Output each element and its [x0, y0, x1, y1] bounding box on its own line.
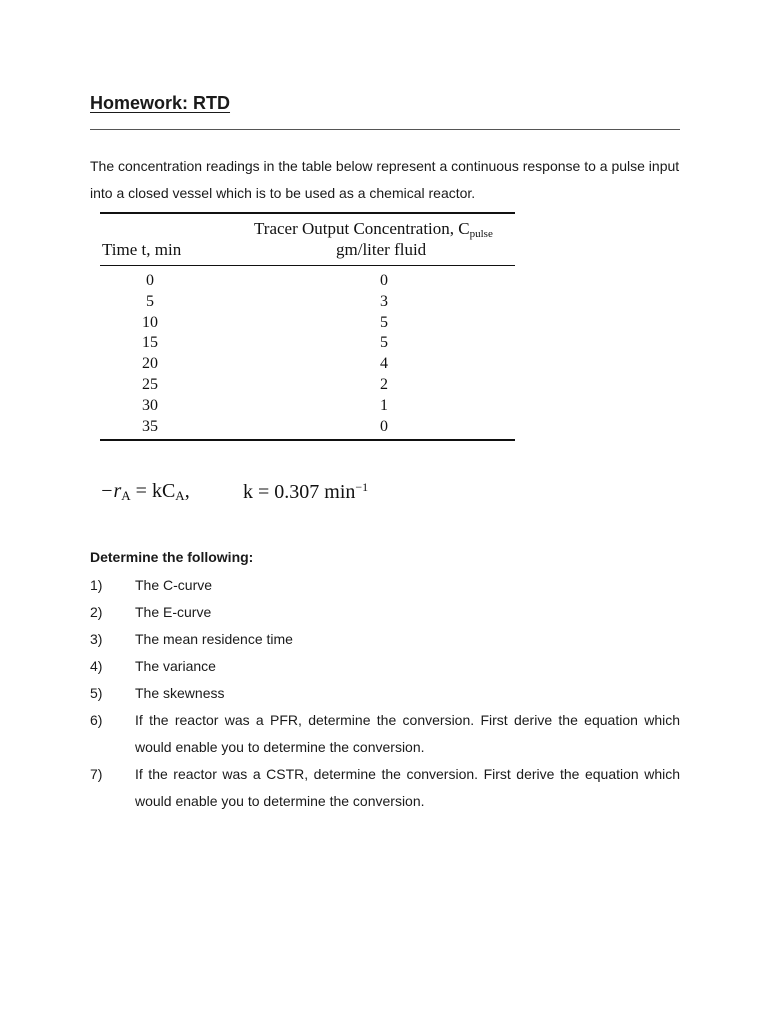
rtd-data-table: [100, 212, 515, 442]
header-time: Time t, min: [102, 240, 182, 259]
list-item: [90, 761, 680, 815]
list-item-text: The C-curve: [135, 577, 213, 593]
list-item-number: 2): [90, 604, 103, 620]
time-cell: 30: [142, 396, 158, 414]
list-item: [90, 707, 680, 761]
table-header-rule: [100, 265, 515, 266]
list-item-text: The mean residence time: [135, 631, 293, 647]
list-item: [90, 599, 680, 626]
list-item-number: 4): [90, 658, 103, 674]
list-item-text: The variance: [135, 658, 216, 674]
list-item-number: 3): [90, 631, 103, 647]
time-cell: 15: [142, 334, 158, 352]
concentration-cell: 3: [380, 292, 388, 310]
concentration-cell: 5: [380, 334, 388, 352]
header-concentration-units: gm/liter fluid: [336, 240, 427, 259]
concentration-cell: 2: [380, 375, 388, 393]
concentration-cell: 0: [380, 417, 388, 435]
table-bottom-rule: [100, 439, 515, 441]
rate-equation: [100, 480, 369, 504]
table-top-rule: [100, 212, 515, 214]
rate-law: $-r_A = kC_A$,: [100, 480, 190, 503]
title-divider: [90, 129, 680, 130]
time-cell: 20: [142, 355, 158, 373]
list-item-number: 1): [90, 577, 103, 593]
time-cell: 5: [146, 292, 154, 310]
list-item: [90, 626, 680, 653]
rate-constant: k = 0.307 $\min^{-1}$: [243, 480, 369, 503]
list-item-number: 6): [90, 712, 103, 728]
list-item-number: 7): [90, 766, 103, 782]
list-item: [90, 680, 680, 707]
time-column: [100, 271, 200, 437]
concentration-column: [334, 271, 434, 437]
time-cell: 25: [142, 375, 158, 393]
list-item-text: The E-curve: [135, 604, 212, 620]
concentration-cell: 0: [380, 272, 388, 289]
list-item-text: The skewness: [135, 685, 225, 701]
header-concentration: Tracer Output Concentration, $C_{pulse}$: [254, 219, 493, 240]
time-cell: 35: [142, 417, 158, 435]
page-title: Homework: RTD: [90, 93, 231, 113]
concentration-cell: 4: [380, 355, 388, 373]
list-item: [90, 653, 680, 680]
list-item-text: If the reactor was a CSTR, determine the conversion. First derive the equation which would enable you to determine the conversion.: [135, 766, 680, 809]
list-item: [90, 572, 680, 599]
time-cell: 10: [142, 313, 158, 331]
questions-list: [90, 572, 680, 815]
list-item-number: 5): [90, 685, 103, 701]
questions-heading: Determine the following:: [90, 549, 254, 565]
intro-paragraph: The concentration readings in the table below represent a continuous response to a pulse input into a closed vessel which is to be used as a chemical reactor.: [90, 158, 680, 201]
concentration-cell: 5: [380, 313, 388, 331]
list-item-text: If the reactor was a PFR, determine the conversion. First derive the equation which would enable you to determine the conversion.: [135, 712, 680, 755]
time-cell: 0: [146, 272, 154, 289]
concentration-cell: 1: [380, 396, 388, 414]
